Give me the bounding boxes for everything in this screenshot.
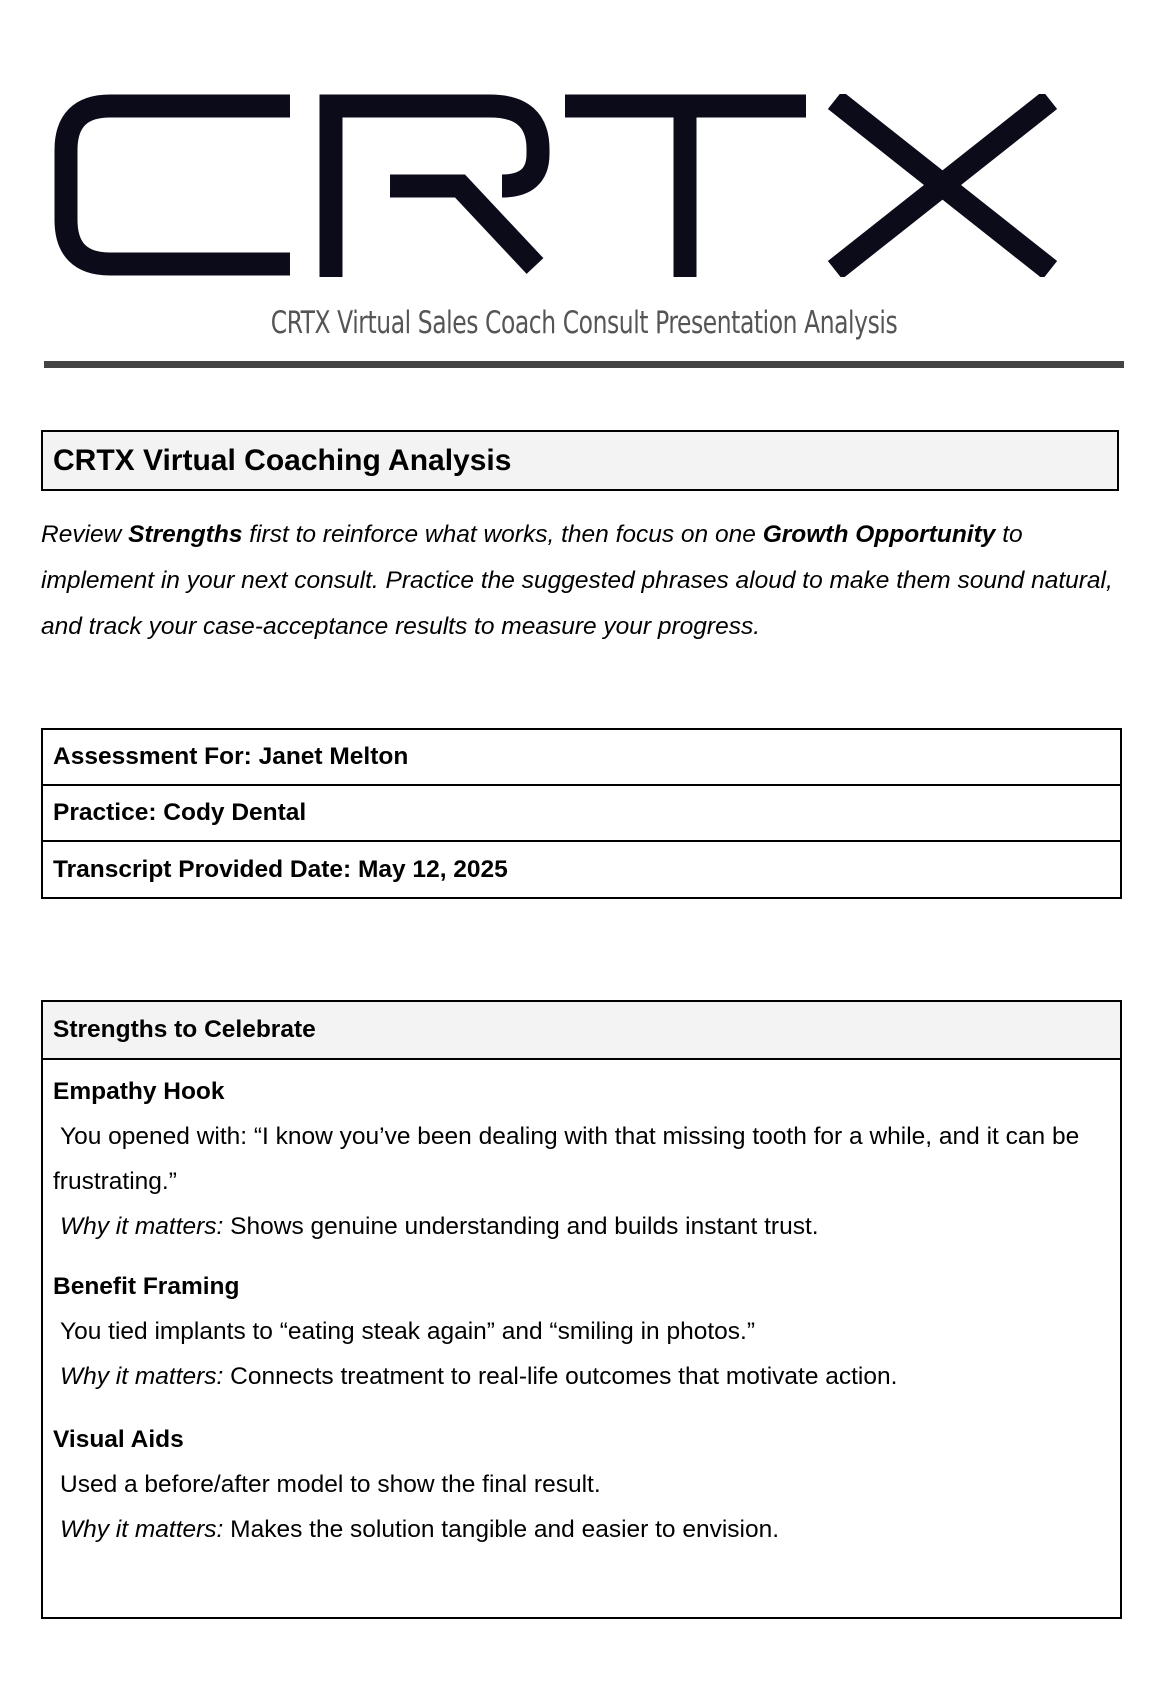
strength-text <box>53 1114 1100 1204</box>
why-label: Why it matters: <box>60 1363 224 1390</box>
intro-text-2: first to reinforce what works, then focus on one <box>242 521 763 548</box>
strength-why <box>53 1354 1100 1399</box>
intro-text-3: to implement in your next consult. Practice the suggested phrases aloud to make them sound natural, and track your case-acceptance results to measure your progress. <box>41 521 1113 640</box>
analysis-title: CRTX Virtual Coaching Analysis <box>41 430 1119 491</box>
strength-text-content: You opened with: “I know you’ve been dealing with that missing tooth for a while, and it can be frustrating.” <box>53 1123 1080 1195</box>
assessment-for-row: Assessment For: Janet Melton <box>43 730 1120 786</box>
intro-strong-growth: Growth Opportunity <box>762 521 996 548</box>
document-subtitle: CRTX Virtual Sales Coach Consult Presentation Analysis <box>270 305 898 341</box>
assessment-info-table <box>41 728 1122 899</box>
strength-item <box>43 1264 1120 1399</box>
strength-title: Visual Aids <box>53 1426 184 1453</box>
why-text: Shows genuine understanding and builds instant trust. <box>230 1213 819 1240</box>
strengths-header: Strengths to Celebrate <box>43 1002 1120 1060</box>
logo-letter-t <box>565 106 806 277</box>
header-divider <box>44 361 1124 368</box>
strength-text: Used a before/after model to show the final result. <box>60 1471 601 1498</box>
strength-item <box>43 1417 1120 1552</box>
practice-row: Practice: Cody Dental <box>43 786 1120 842</box>
intro-strong-strengths: Strengths <box>128 521 243 548</box>
strength-title: Empathy Hook <box>53 1078 225 1105</box>
strength-why <box>53 1204 1100 1249</box>
strength-text: You tied implants to “eating steak again” and “smiling in photos.” <box>60 1318 756 1345</box>
strengths-table <box>41 1000 1122 1619</box>
intro-text-1: Review <box>41 521 129 548</box>
strength-why <box>53 1507 1100 1552</box>
logo-strokes <box>66 100 1050 277</box>
logo-letter-c <box>66 106 290 264</box>
why-label: Why it matters: <box>60 1516 224 1543</box>
why-label: Why it matters: <box>60 1213 224 1240</box>
logo-letter-r-arm <box>390 186 535 266</box>
transcript-date-row: Transcript Provided Date: May 12, 2025 <box>53 855 508 883</box>
why-text: Makes the solution tangible and easier to envision. <box>230 1516 780 1543</box>
strength-item <box>43 1069 1120 1249</box>
strength-title: Benefit Framing <box>53 1273 240 1300</box>
crtx-logo <box>50 94 1102 277</box>
why-text: Connects treatment to real-life outcomes that motivate action. <box>230 1363 898 1390</box>
intro-paragraph <box>41 512 1121 650</box>
logo-letter-x <box>835 100 1050 270</box>
